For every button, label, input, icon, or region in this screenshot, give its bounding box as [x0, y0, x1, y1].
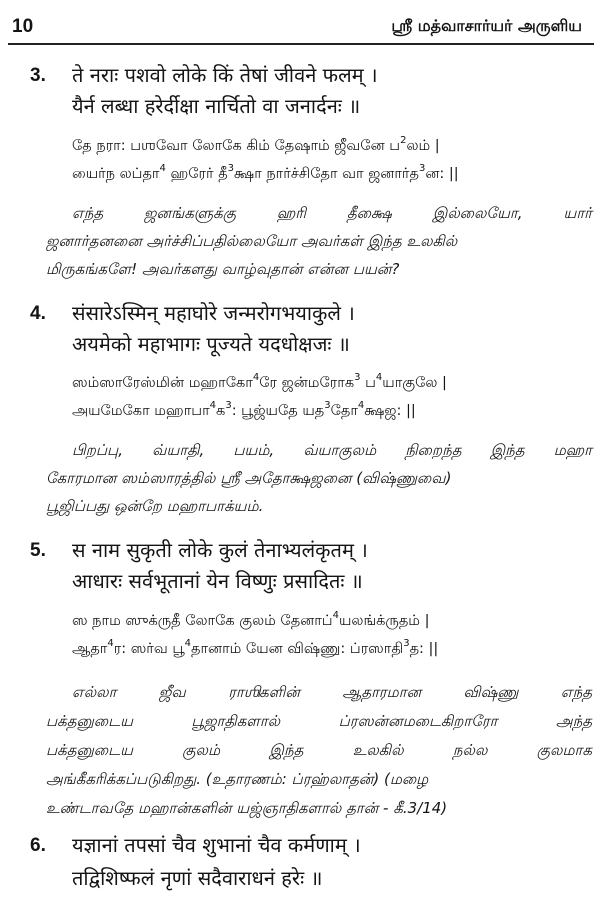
transliteration-segment: தோ: [330, 403, 358, 419]
transliteration-segment: க: [216, 403, 226, 419]
verse-number: 3.: [30, 65, 46, 86]
aspiration-mark: 4: [209, 400, 217, 412]
meaning-line: அங்கீகரிக்கப்படுகிறது. (உதாரணம்: ப்ரஹ்லாதன்) (மழை: [46, 770, 429, 788]
meaning-line: எந்த ஜனங்களுக்கு ஹரி தீக்ஷை இல்லையோ, யார்: [72, 204, 592, 222]
aspiration-mark: 3: [225, 400, 232, 412]
transliteration-segment: ஆதா: [72, 641, 108, 657]
aspiration-mark: 3: [354, 372, 361, 384]
meaning-line: பக்தனுடைய குலம் இந்த உலகில் நல்ல குலமாக: [46, 741, 592, 759]
page-header: [0, 14, 600, 38]
transliteration-segment: ன: ||: [425, 166, 459, 182]
sanskrit-line: यैर्न लब्धा हरेर्दीक्षा नार्चितो वा जनार्दनः ॥: [72, 94, 361, 118]
meaning-line: ஜனார்தனனை அர்ச்சிப்பதில்லையோ அவர்கள் இந்த உலகில்: [46, 232, 458, 250]
aspiration-mark: 4: [252, 372, 260, 384]
sanskrit-line: स नाम सुकृती लोके कुलं तेनाभ्यलंकृतम् ।: [72, 538, 368, 562]
transliteration-line: [72, 163, 459, 184]
meaning-line: கோரமான ஸம்ஸாரத்தில் ஸ்ரீ அதோக்ஷஜனை (விஷ்ணுவை): [46, 469, 452, 487]
running-head: ஸ்ரீ மத்வாசார்யர் அருளிய: [391, 16, 582, 35]
transliteration-segment: யலங்க்ருதம் |: [338, 613, 430, 629]
meaning-line: பூஜிப்பது ஒன்றே மஹாபாக்யம்.: [46, 497, 264, 515]
transliteration-segment: க்ஷஜ: ||: [364, 403, 416, 419]
transliteration-segment: : பூஜ்யதே யத: [231, 403, 325, 419]
aspiration-mark: 2: [400, 135, 407, 147]
sanskrit-line: तद्विशिष्फलं नृणां सदैवाराधनं हरेः ॥: [72, 866, 323, 890]
aspiration-mark: 4: [159, 163, 166, 175]
aspiration-mark: 4: [184, 638, 191, 650]
sanskrit-line: संसारेऽस्मिन् महाघोरे जन्मरोगभयाकुले ।: [72, 301, 355, 325]
transliteration-segment: யைர்ந லப்தா: [72, 166, 160, 182]
transliteration-segment: ஸம்ஸாரேஸ்மின் மஹாகோ: [72, 375, 253, 391]
aspiration-mark: 3: [227, 163, 235, 175]
verse-number: 6.: [30, 835, 46, 856]
transliteration-segment: ஸ நாம ஸுக்ருதீ லோகே குலம் தேனாப்: [72, 613, 333, 629]
aspiration-mark: 3: [403, 638, 410, 650]
transliteration-segment: யாகுலே |: [382, 375, 447, 391]
transliteration-line: [72, 135, 440, 156]
transliteration-segment: தே நரா: பஶவோ லோகே கிம் தேஷாம் ஜீவனே ப: [72, 138, 401, 154]
meaning-line: பிறப்பு, வ்யாதி, பயம், வ்யாகுலம் நிறைந்த இந்த மஹா: [72, 441, 592, 459]
meaning-line: பக்தனுடைய பூஜாதிகளால் ப்ரஸன்னமடைகிறாரோ அந்த: [46, 712, 592, 730]
transliteration-segment: ப: [360, 375, 376, 391]
page-number: 10: [12, 16, 34, 37]
sanskrit-line: ते नराः पशवो लोके किं तेषां जीवने फलम् ।: [72, 63, 378, 87]
transliteration-segment: த: ||: [409, 641, 439, 657]
transliteration-line: [72, 372, 447, 393]
verse-number: 4.: [30, 303, 46, 324]
transliteration-segment: ர: ஸர்வ பூ: [113, 641, 185, 657]
verse-number: 5.: [30, 540, 46, 561]
meaning-line: எல்லா ஜீவ ராஶிகளின் ஆதாரமான விஷ்ணு எந்த: [72, 683, 592, 701]
meaning-line: உண்டாவதே மஹான்களின் யஜ்ஞாதிகளால் தான் - கீ.3/14): [46, 799, 448, 817]
transliteration-segment: லம் |: [406, 138, 440, 154]
header-rule: [8, 43, 594, 45]
aspiration-mark: 4: [332, 610, 339, 622]
aspiration-mark: 3: [418, 163, 426, 175]
aspiration-mark: 4: [375, 372, 383, 384]
transliteration-segment: ரே ஜன்மரோக: [259, 375, 355, 391]
meaning-line: மிருகங்களே! அவர்களது வாழ்வுதான் என்ன பயன்?: [46, 260, 400, 278]
aspiration-mark: 4: [107, 638, 114, 650]
transliteration-line: [72, 400, 416, 421]
aspiration-mark: 3: [324, 400, 331, 412]
sanskrit-line: आधारः सर्वभूतानां येन विष्णुः प्रसादितः ॥: [72, 569, 363, 593]
transliteration-segment: ஹரேர் தீ: [165, 166, 228, 182]
transliteration-line: [72, 638, 439, 659]
aspiration-mark: 4: [357, 400, 365, 412]
transliteration-segment: தானாம் யேன விஷ்ணு: ப்ரஸாதி: [191, 641, 404, 657]
sanskrit-line: यज्ञानां तपसां चैव शुभानां चैव कर्मणाम् ।: [72, 833, 361, 857]
sanskrit-line: अयमेको महाभागः पूज्यते यदधोक्षजः ॥: [72, 332, 350, 356]
transliteration-segment: க்ஷா நார்ச்சிதோ வா ஜனார்த: [234, 166, 419, 182]
transliteration-segment: அயமேகோ மஹாபா: [72, 403, 210, 419]
transliteration-line: [72, 610, 430, 631]
